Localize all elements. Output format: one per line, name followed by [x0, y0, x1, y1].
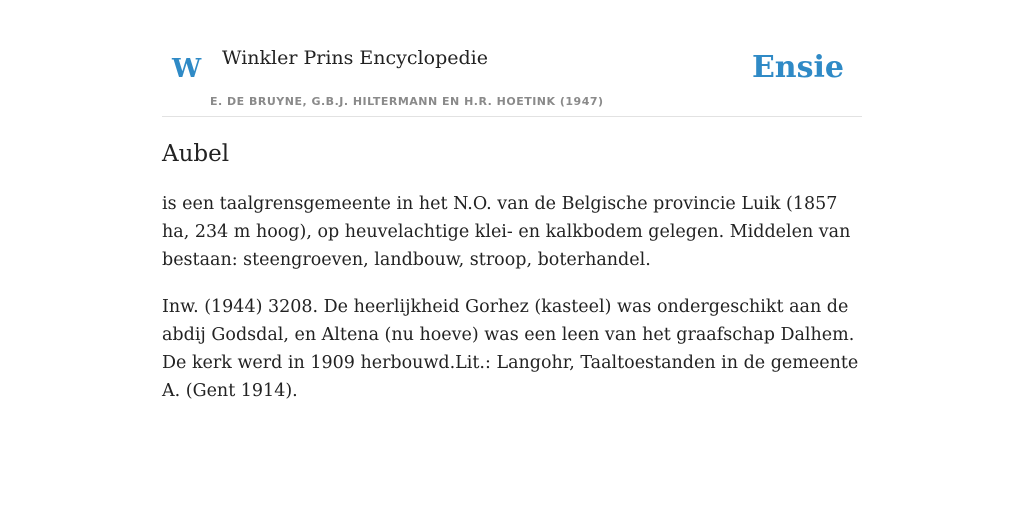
article	[162, 138, 862, 424]
article-paragraph: Inw. (1944) 3208. De heerlijkheid Gorhez (kasteel) was ondergeschikt aan de abdij Godsdal, en Altena (nu hoeve) was een leen van het graafschap Dalhem. De kerk werd in 1909 herbouwd.Lit.: Langohr, Taaltoestanden in de gemeente A. (Gent 1914).	[162, 297, 859, 401]
article-paragraph: is een taalgrensgemeente in het N.O. van de Belgische provincie Luik (1857 ha, 234 m hoog), op heuvelachtige klei- en kalkbodem gelegen. Middelen van bestaan: steengroeven, landbouw, stroop, boterhandel.	[162, 194, 851, 270]
publication-authors: E. DE BRUYNE, G.B.J. HILTERMANN EN H.R. HOETINK (1947)	[210, 95, 604, 108]
article-headword: Aubel	[162, 141, 230, 167]
publication-logo[interactable]: W	[172, 54, 202, 84]
brand-logo[interactable]: Ensie	[751, 50, 844, 85]
publication-title[interactable]: Winkler Prins Encyclopedie	[222, 47, 488, 69]
publication-header	[162, 40, 862, 117]
